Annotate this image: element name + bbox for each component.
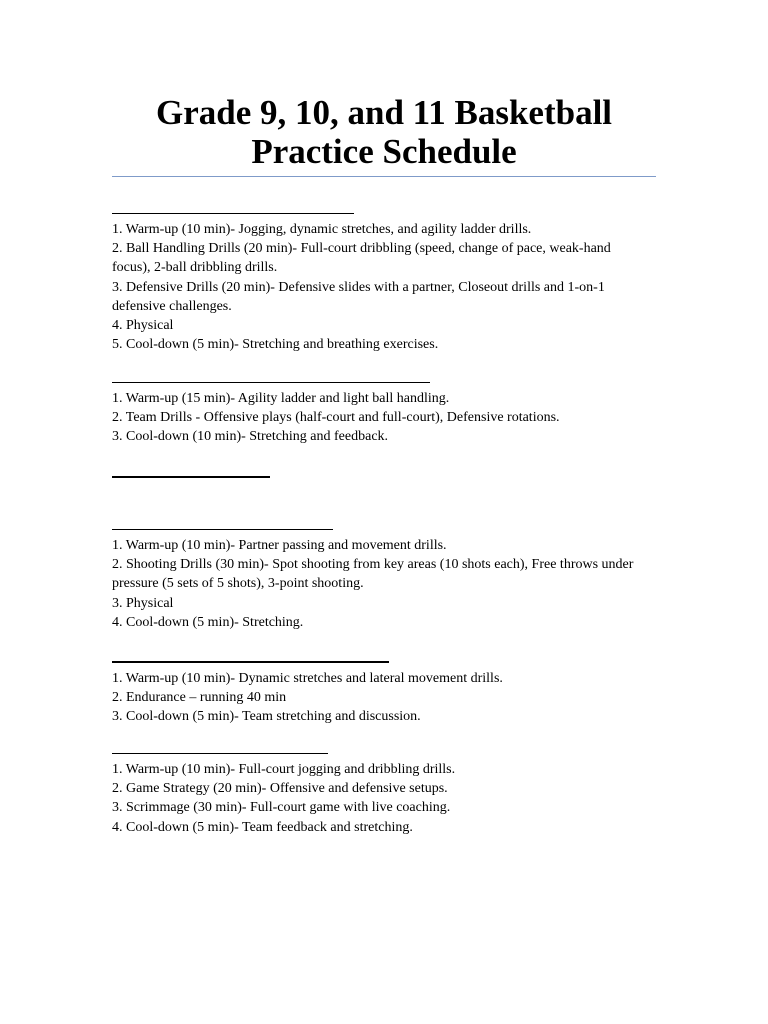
list-item: 2. Endurance – running 40 min — [112, 690, 287, 706]
drill-list — [112, 760, 642, 837]
day-heading-rule — [112, 382, 430, 383]
list-item: 1. Warm-up (10 min)- Full-court jogging and dribbling drills. — [112, 762, 456, 777]
drill-list — [112, 669, 642, 727]
schedule-section-1 — [112, 213, 642, 354]
list-item: 4. Cool-down (5 min)- Stretching. — [112, 614, 304, 630]
schedule-section-5 — [112, 661, 642, 727]
list-item: 3. Cool-down (10 min)- Stretching and feedback. — [112, 429, 389, 445]
list-item: 4. Physical — [112, 318, 174, 334]
list-item: 3. Cool-down (5 min)- Team stretching and discussion. — [112, 709, 421, 725]
day-heading-rule — [112, 661, 389, 663]
title-line-1: Grade 9, 10, and 11 Basketball — [155, 93, 613, 132]
page-title — [0, 93, 768, 171]
schedule-section-2 — [112, 382, 642, 447]
day-heading-rule — [112, 213, 354, 214]
day-heading-rule — [112, 476, 270, 478]
drill-list — [112, 389, 642, 447]
list-item: 3. Physical — [112, 595, 174, 611]
list-item: 1. Warm-up (15 min)- Agility ladder and light ball handling. — [112, 391, 450, 406]
drill-list — [112, 220, 642, 354]
title-line-2: Practice Schedule — [251, 132, 517, 171]
day-heading-rule — [112, 529, 333, 530]
drill-list — [112, 536, 642, 632]
list-item: 1. Warm-up (10 min)- Jogging, dynamic stretches, and agility ladder drills. — [112, 222, 532, 237]
list-item: 3. Defensive Drills (20 min)- Defensive slides with a partner, Closeout drills and 1-on-1 defensive challenges. — [112, 279, 605, 314]
list-item: 2. Game Strategy (20 min)- Offensive and defensive setups. — [112, 781, 448, 797]
list-item: 1. Warm-up (10 min)- Partner passing and movement drills. — [112, 538, 447, 553]
list-item: 2. Team Drills - Offensive plays (half-court and full-court), Defensive rotations. — [112, 410, 560, 426]
schedule-section-4 — [112, 529, 642, 632]
title-divider — [112, 176, 656, 177]
schedule-section-3 — [112, 476, 642, 484]
list-item: 4. Cool-down (5 min)- Team feedback and stretching. — [112, 819, 413, 835]
list-item: 2. Shooting Drills (30 min)- Spot shooting from key areas (10 shots each), Free throws under pressure (5 sets of 5 shots), 3-point shooting. — [112, 557, 634, 592]
schedule-section-6 — [112, 753, 642, 837]
list-item: 3. Scrimmage (30 min)- Full-court game with live coaching. — [112, 800, 451, 816]
day-heading-rule — [112, 753, 328, 754]
list-item: 5. Cool-down (5 min)- Stretching and breathing exercises. — [112, 337, 439, 353]
list-item: 2. Ball Handling Drills (20 min)- Full-court dribbling (speed, change of pace, weak-hand focus), 2-ball dribbling drills. — [112, 241, 611, 276]
list-item: 1. Warm-up (10 min)- Dynamic stretches and lateral movement drills. — [112, 671, 503, 686]
